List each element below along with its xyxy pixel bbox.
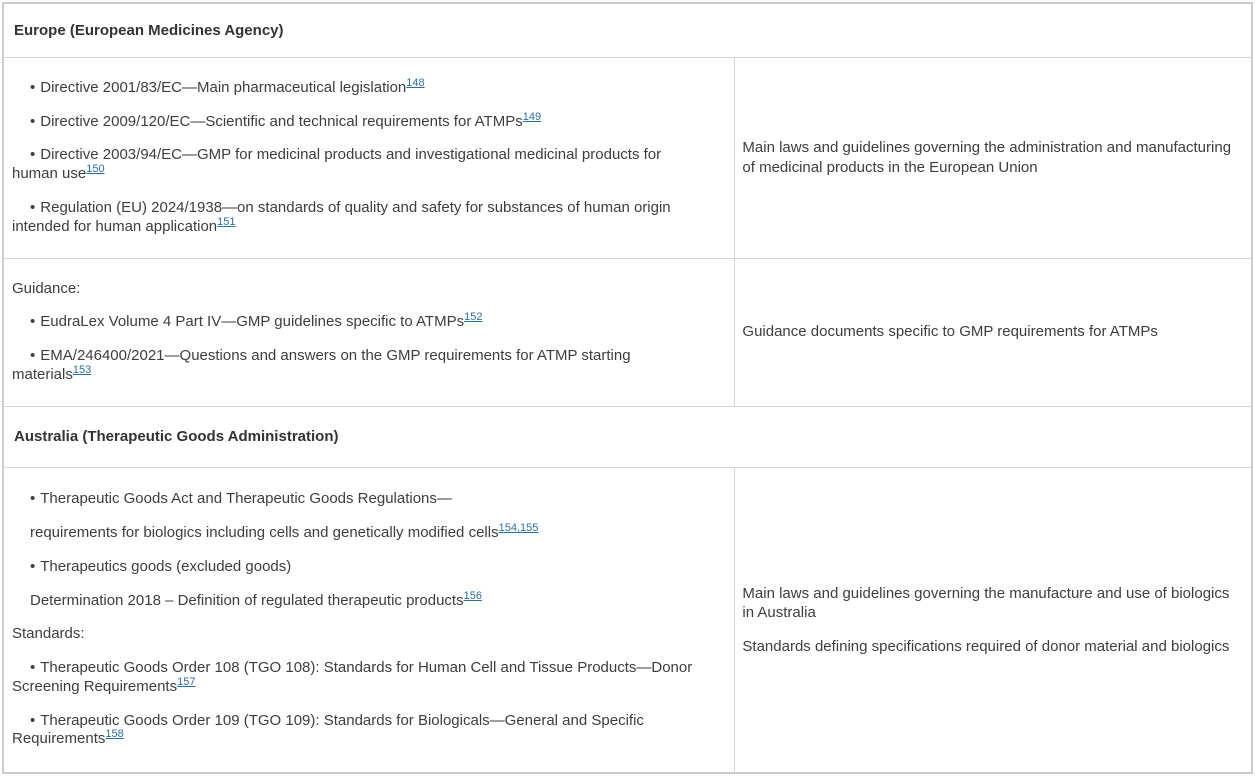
table-row <box>3 467 1252 773</box>
document-item-text: EudraLex Volume 4 Part IV—GMP guidelines specific to ATMPs <box>40 313 465 331</box>
label-text <box>12 524 704 543</box>
bullet-icon: • <box>30 347 36 364</box>
regulatory-table <box>2 2 1253 774</box>
reference-separator: , <box>516 522 520 535</box>
table-row <box>3 258 1252 406</box>
bullet-icon: • <box>30 146 36 164</box>
reference-link[interactable]: 153 <box>72 363 92 376</box>
documents-cell <box>3 57 735 258</box>
reference-link[interactable]: 151 <box>217 215 236 228</box>
document-item <box>12 659 704 697</box>
reference-link[interactable]: 154 <box>498 522 517 535</box>
reference-link[interactable]: 150 <box>86 163 105 175</box>
reference-link[interactable]: 157 <box>177 675 196 688</box>
documents-cell <box>3 467 735 773</box>
document-item-text: Therapeutic Goods Order 109 (TGO 109): Standards for Biologicals—General and Specific Requirements <box>12 711 644 748</box>
document-item <box>12 490 704 509</box>
reference-superscript <box>177 676 195 688</box>
document-item-text: Therapeutic Goods Order 108 (TGO 108): Standards for Human Cell and Tissue Products—Donor Screening Requirements <box>12 659 693 695</box>
description-text: Guidance documents specific to GMP requirements for ATMPs <box>742 323 1158 341</box>
description-text: Main laws and guidelines governing the manufacture and use of biologics in Australia <box>742 584 1230 621</box>
section-header-row <box>3 406 1252 467</box>
reference-link[interactable]: 149 <box>522 110 542 123</box>
document-item <box>12 199 704 237</box>
document-item <box>12 712 704 750</box>
document-item <box>12 146 704 184</box>
reference-superscript <box>105 728 123 740</box>
document-item-text: Directive 2003/94/EC—GMP for medicinal products and investigational medicinal products for human use <box>12 146 662 182</box>
description-cell <box>735 467 1252 773</box>
section-header-label: Europe (European Medicines Agency) <box>14 21 284 39</box>
reference-link[interactable]: 155 <box>520 522 539 535</box>
bullet-icon: • <box>30 711 36 729</box>
bullet-icon: • <box>30 78 36 96</box>
document-item-text: Determination 2018 – Definition of regulated therapeutic products <box>30 591 464 609</box>
document-item-text: Therapeutics goods (excluded goods) <box>40 557 292 575</box>
document-item <box>12 110 704 132</box>
document-item <box>12 558 704 577</box>
regulatory-table-body <box>3 3 1252 773</box>
document-item-text: requirements for biologics including cells and genetically modified cells <box>30 524 499 542</box>
bullet-icon: • <box>30 490 36 508</box>
reference-superscript <box>464 590 482 602</box>
description-cell <box>735 57 1252 258</box>
reference-superscript <box>523 111 541 123</box>
bullet-icon: • <box>30 112 36 130</box>
document-item-text: Directive 2001/83/EC—Main pharmaceutical legislation <box>40 78 407 96</box>
document-item-text: Standards: <box>12 625 85 643</box>
section-header-row <box>3 3 1252 57</box>
section-header-cell <box>3 406 1252 467</box>
bullet-icon: • <box>30 198 36 216</box>
reference-superscript <box>73 364 91 376</box>
reference-superscript <box>499 522 539 534</box>
description-cell <box>735 258 1252 406</box>
label-text <box>12 625 704 644</box>
description-text: Main laws and guidelines governing the administration and manufacturing of medicinal products in the European Union <box>742 139 1232 176</box>
documents-cell <box>3 258 735 406</box>
bullet-icon: • <box>30 557 36 575</box>
reference-link[interactable]: 158 <box>105 728 124 741</box>
document-item <box>12 313 704 332</box>
reference-superscript <box>217 216 235 228</box>
reference-link[interactable]: 148 <box>406 76 425 89</box>
bullet-icon: • <box>30 313 36 331</box>
reference-superscript <box>406 77 424 89</box>
bullet-icon: • <box>30 659 36 677</box>
document-item-text: EMA/246400/2021—Questions and answers on the GMP requirements for ATMP starting materials <box>12 347 631 383</box>
description-text: Standards defining specifications required of donor material and biologics <box>742 637 1230 655</box>
reference-link[interactable]: 152 <box>464 311 483 324</box>
document-item-text: Regulation (EU) 2024/1938—on standards of quality and safety for substances of human origin intended for human application <box>12 198 671 235</box>
document-item <box>12 76 704 98</box>
document-item-text: Guidance: <box>12 279 81 297</box>
section-header-cell <box>3 3 1252 57</box>
document-item-text: Therapeutic Goods Act and Therapeutic Goods Regulations— <box>40 490 452 508</box>
section-header-label: Australia (Therapeutic Goods Administration) <box>14 428 339 445</box>
reference-superscript <box>86 163 104 175</box>
label-text <box>12 280 704 299</box>
reference-superscript <box>464 311 482 323</box>
document-item-text: Directive 2009/120/EC—Scientific and technical requirements for ATMPs <box>40 112 523 130</box>
document-item <box>12 347 704 385</box>
label-text <box>12 589 704 611</box>
reference-link[interactable]: 156 <box>463 589 482 602</box>
table-row <box>3 57 1252 258</box>
